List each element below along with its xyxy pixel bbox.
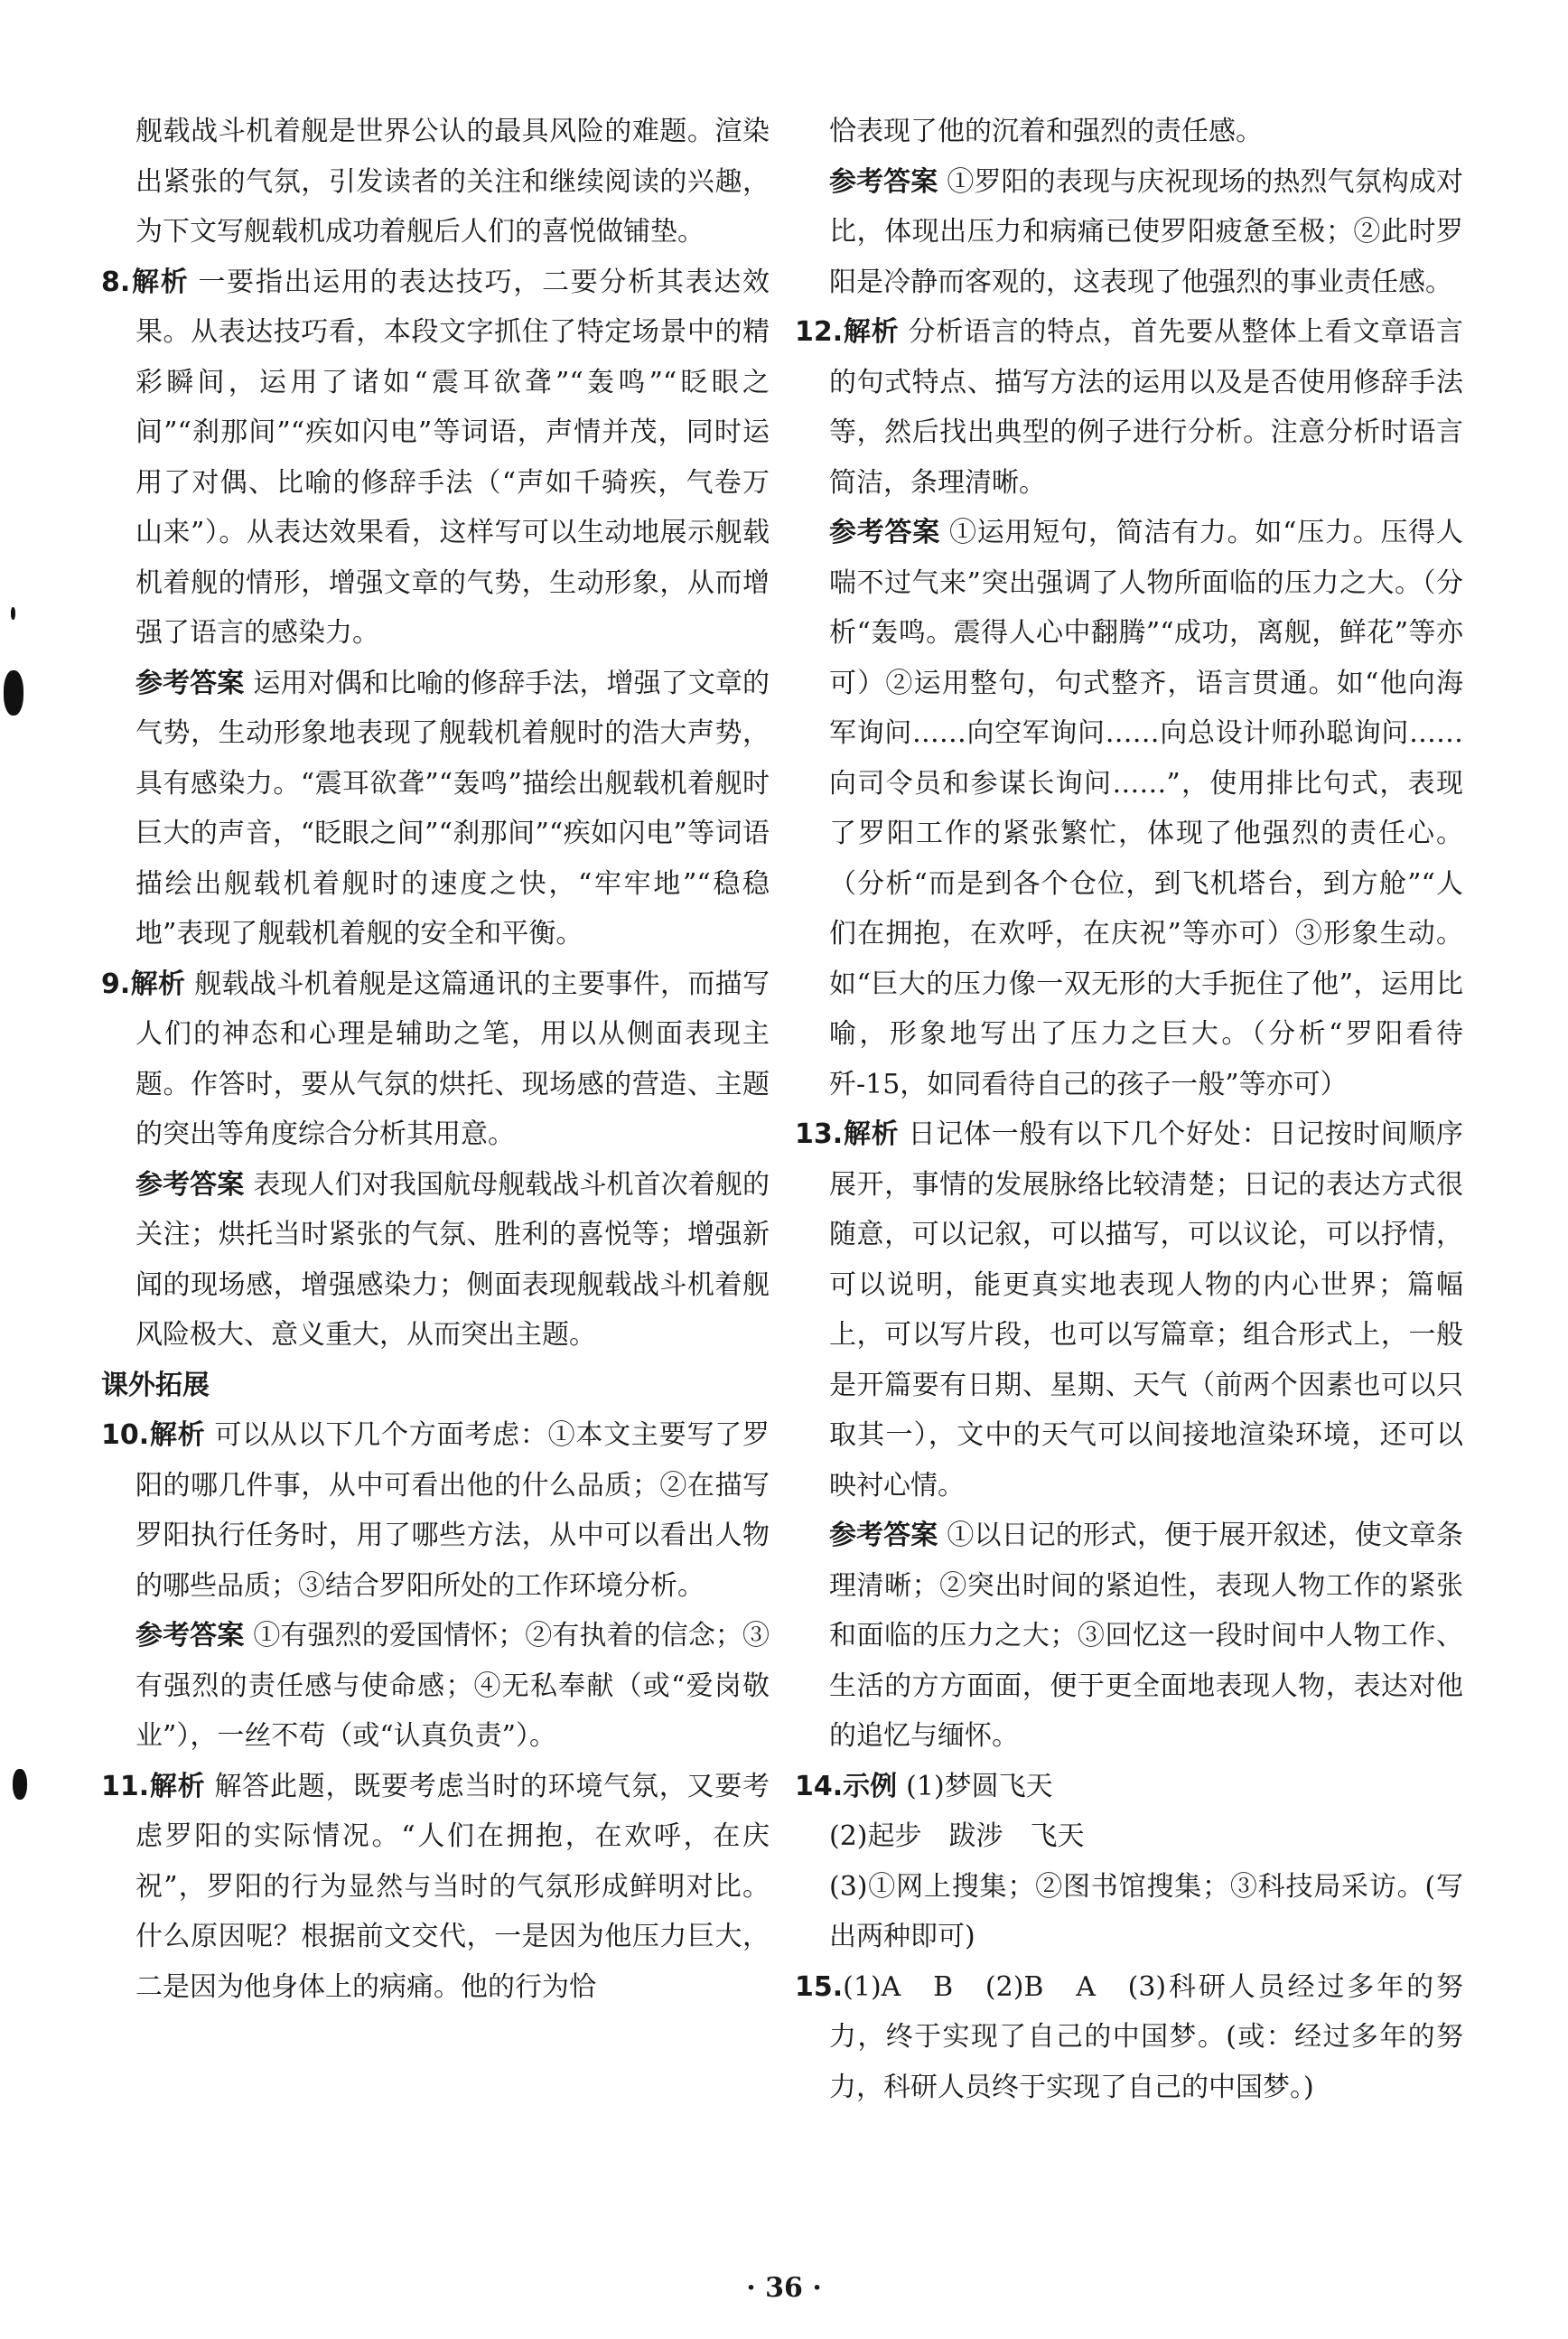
left-column xyxy=(101,107,770,2012)
intro-paragraph: 舰载战斗机着舰是世界公认的最具风险的难题。渲染出紧张的气氛，引发读者的关注和继续阅读的兴趣，为下文写舰载机成功着舰后人们的喜悦做铺垫。 xyxy=(135,116,770,248)
q13-analysis-text: 日记体一般有以下几个好处：日记按时间顺序展开，事情的发展脉络比较清楚；日记的表达方式很随意，可以记叙，可以描写，可以议论，可以抒情，可以说明，能更真实地表现人物的内心世界；篇幅上，可以写片段，也可以写篇章；组合形式上，一般是开篇要有日期、星期、天气（前两个因素也可以只取其一），文中的天气可以间接地渲染环境，还可以映衬心情。 xyxy=(829,1118,1463,1502)
q15 xyxy=(795,1962,1463,2113)
q12-analysis-tag: 解析 xyxy=(843,316,900,348)
q8-number: 8. xyxy=(101,266,131,298)
q11-answer xyxy=(795,157,1463,308)
q11-analysis-tag: 解析 xyxy=(149,1770,206,1802)
q12-analysis xyxy=(795,307,1463,508)
q11-answer-tag: 参考答案 xyxy=(829,165,938,198)
q8-analysis-tag: 解析 xyxy=(130,266,190,298)
q11-answer-text: ①罗阳的表现与庆祝现场的热烈气氛构成对比，体现出压力和病痛已使罗阳疲惫至极；②此时罗阳是冷静而客观的，这表现了他强烈的事业责任感。 xyxy=(829,165,1464,298)
q15-text: (1)A B (2)B A (3)科研人员经过多年的努力，终于实现了自己的中国梦。(或：经过多年的努力，科研人员终于实现了自己的中国梦。) xyxy=(829,1970,1463,2103)
q14-number: 14. xyxy=(795,1770,844,1802)
q11-analysis-text: 解答此题，既要考虑当时的环境气氛，又要考虑罗阳的实际情况。“人们在拥抱，在欢呼，在庆祝”，罗阳的行为显然与当时的气氛形成鲜明对比。什么原因呢？根据前文交代，一是因为他压力巨大，二是因为他身体上的病痛。他的行为恰 xyxy=(135,1770,770,2003)
q9-analysis-tag: 解析 xyxy=(130,968,186,1000)
q10-analysis-text: 可以从以下几个方面考虑：①本文主要写了罗阳的哪几件事，从中可看出他的什么品质；②在描写罗阳执行任务时，用了哪些方法，从中可以看出人物的哪些品质；③结合罗阳所处的工作环境分析。 xyxy=(135,1419,770,1602)
q14-line1 xyxy=(795,1762,1463,1812)
q10-number: 10. xyxy=(101,1419,150,1451)
scan-mark-2 xyxy=(4,670,23,716)
right-column xyxy=(795,107,1463,2112)
q13-answer xyxy=(795,1511,1463,1762)
q13-analysis xyxy=(795,1109,1463,1511)
q8-answer-text: 运用对偶和比喻的修辞手法，增强了文章的气势，生动形象地表现了舰载机着舰时的浩大声势，具有感染力。“震耳欲聋”“轰鸣”描绘出舰载机着舰时巨大的声音，“眨眼之间”“刹那间”“疾如闪电”等词语描绘出舰载机着舰时的速度之快，“牢牢地”“稳稳地”表现了舰载机着舰的安全和平衡。 xyxy=(135,667,770,950)
q12-answer-tag: 参考答案 xyxy=(829,517,941,548)
q10-answer xyxy=(101,1611,770,1762)
q9-analysis xyxy=(101,959,770,1160)
scan-mark-3 xyxy=(13,1769,27,1800)
q9-number: 9. xyxy=(101,968,131,1000)
q14-part3: (3)①网上搜集；②图书馆搜集；③科技局采访。(写出两种即可) xyxy=(829,1870,1463,1952)
q12-number: 12. xyxy=(795,316,844,348)
q8-analysis-text: 一要指出运用的表达技巧，二要分析其表达效果。从表达技巧看，本段文字抓住了特定场景中的精彩瞬间，运用了诸如“震耳欲聋”“轰鸣”“眨眼之间”“刹那间”“疾如闪电”等词语，声情并茂，同时运用了对偶、比喻的修辞手法（“声如千骑疾，气卷万山来”）。从表达效果看，这样写可以生动地展示舰载机着舰的情形，增强文章的气势，生动形象，从而增强了语言的感染力。 xyxy=(135,266,770,649)
q10-answer-tag: 参考答案 xyxy=(135,1620,245,1651)
q8-answer xyxy=(101,659,770,959)
page-number: · 36 · xyxy=(746,2272,822,2304)
q11-analysis xyxy=(101,1762,770,2013)
q12-answer-text: ①运用短句，简洁有力。如“压力。压得人喘不过气来”突出强调了人物所面临的压力之大。（分析“轰鸣。震得人心中翻腾”“成功，离舰，鲜花”等亦可）②运用整句，句式整齐，语言贯通。如“他向海军询问……向空军询问……向总设计师孙聪询问……向司令员和参谋长询问……”，使用排比句式，表现了罗阳工作的紧张繁忙，体现了他强烈的责任心。（分析“而是到各个仓位，到飞机塔台，到方舱”“人们在拥抱，在欢呼，在庆祝”等亦可）③形象生动。如“巨大的压力像一双无形的大手扼住了他”，运用比喻，形象地写出了压力之巨大。（分析“罗阳看待歼-15，如同看待自己的孩子一般”等亦可） xyxy=(829,517,1463,1100)
q10-answer-text: ①有强烈的爱国情怀；②有执着的信念；③有强烈的责任感与使命感；④无私奉献（或“爱岗敬业”），一丝不苟（或“认真负责”）。 xyxy=(135,1620,770,1752)
q14-part2: (2)起步 跋涉 飞天 xyxy=(829,1820,1085,1852)
section-title: 课外拓展 xyxy=(101,1369,210,1401)
q9-analysis-text: 舰载战斗机着舰是这篇通讯的主要事件，而描写人们的神态和心理是辅助之笔，用以从侧面表现主题。作答时，要从气氛的烘托、现场感的营造、主题的突出等角度综合分析其用意。 xyxy=(135,968,770,1150)
q12-analysis-text: 分析语言的特点，首先要从整体上看文章语言的句式特点、描写方法的运用以及是否使用修辞手法等，然后找出典型的例子进行分析。注意分析时语言简洁，条理清晰。 xyxy=(829,316,1463,499)
q13-answer-tag: 参考答案 xyxy=(829,1520,938,1551)
q15-number: 15. xyxy=(795,1970,844,2003)
q9-answer xyxy=(101,1160,770,1361)
q10-analysis xyxy=(101,1410,770,1611)
q13-number: 13. xyxy=(795,1118,844,1150)
q12-answer xyxy=(795,508,1463,1109)
q8-analysis xyxy=(101,257,770,659)
q10-analysis-tag: 解析 xyxy=(149,1419,206,1451)
q11-number: 11. xyxy=(101,1770,150,1802)
q13-answer-text: ①以日记的形式，便于展开叙述，使文章条理清晰；②突出时间的紧迫性，表现人物工作的紧张和面临的压力之大；③回忆这一段时间中人物工作、生活的方方面面，便于更全面地表现人物，表达对他的追忆与缅怀。 xyxy=(829,1520,1464,1752)
scan-mark-1 xyxy=(11,607,15,620)
q13-analysis-tag: 解析 xyxy=(843,1118,900,1150)
q11-analysis-continued: 恰表现了他的沉着和强烈的责任感。 xyxy=(829,116,1263,147)
q14-part1: (1)梦圆飞天 xyxy=(906,1770,1053,1802)
q14-tag: 示例 xyxy=(843,1770,898,1802)
q9-answer-text: 表现人们对我国航母舰载战斗机首次着舰的关注；烘托当时紧张的气氛、胜利的喜悦等；增强新闻的现场感，增强感染力；侧面表现舰载战斗机着舰风险极大、意义重大，从而突出主题。 xyxy=(135,1168,770,1351)
q9-answer-tag: 参考答案 xyxy=(135,1168,245,1201)
q8-answer-tag: 参考答案 xyxy=(135,667,245,699)
